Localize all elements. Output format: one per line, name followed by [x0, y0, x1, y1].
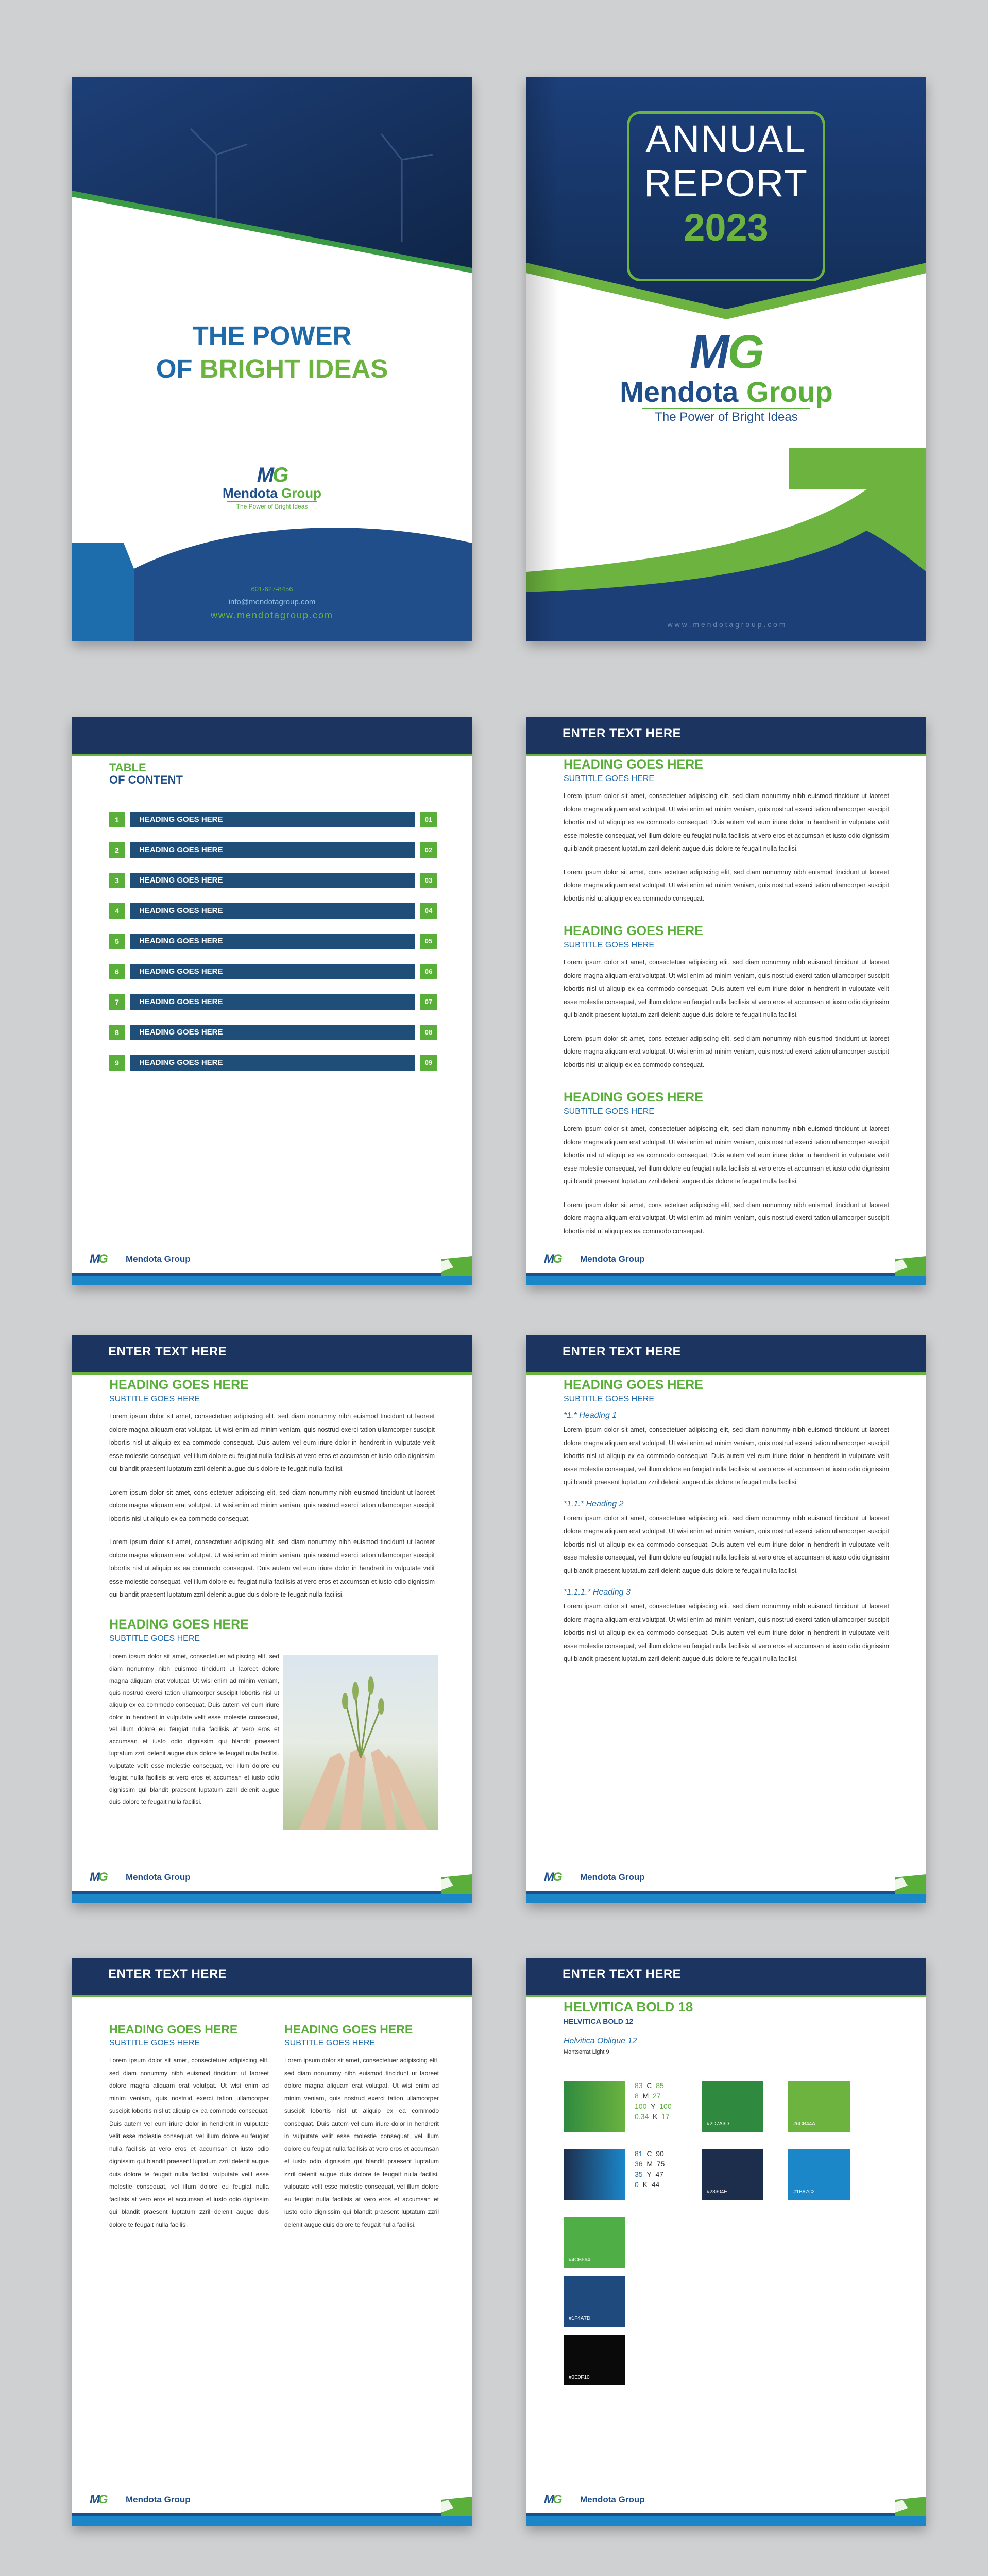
body-paragraph: Lorem ipsum dolor sit amet, cons ectetuer adipiscing elit, sed diam nonummy nibh euismod tincidunt ut laoreet dolore magna aliquam erat volutpat. Ut wisi enim ad minim veniam, quis nostrud exerci tation ullamcorper suscipit lobortis nisl ut aliquip ex ea commodo consequat.: [564, 1201, 889, 1235]
font-sample-h2: HELVITICA BOLD 12: [564, 2017, 634, 2025]
toc-item-number: 5: [109, 934, 125, 949]
cmyk-k: 0: [635, 2180, 639, 2189]
footer-logo-g: G: [98, 2493, 107, 2506]
page-header-accent: [526, 754, 926, 756]
swatch-label: #0E0F10: [569, 2375, 590, 2380]
cmyk-label: M: [642, 2092, 649, 2100]
footer-logo-m: M: [90, 1252, 98, 1266]
annual-report-year: 2023: [684, 206, 769, 249]
body-paragraph: Lorem ipsum dolor sit amet, consectetuer adipiscing elit, sed diam nonummy nibh euismod tincidunt ut laoreet dolore magna aliquam erat volutpat. Ut wisi enim ad minim veniam, quis nostrud exerci tation ullamcorper suscipit lobortis nisl ut aliquip ex ea commodo consequat. Duis autem vel eum iriure dolor in hendrerit in vulputate velit esse molestie consequat, vel illum dolore eu feugiat nulla facilisis at vero eros et accumsan et iusto odio dignissim qui blandit praesent luptatum zzril delenit augue duis dolore te feugait nulla facilisi.: [564, 1603, 889, 1663]
body-paragraph: Lorem ipsum dolor sit amet, consectetuer adipiscing elit, sed diam nonummy nibh euismod tincidunt ut laoreet dolore magna aliquam erat volutpat. Ut wisi enim ad minim veniam, quis nostrud exerci tation ullamcorper suscipit lobortis nisl ut aliquip ex ea commodo consequat. Duis autem vel eum iriure dolor in hendrerit in vulputate velit esse molestie consequat, vel illum dolore eu feugiat nulla facilisis at vero eros et accumsan et iusto odio dignissim qui blandit praesent luptatum zzril delenit augue duis dolore te feugait nulla facilisi.: [564, 1125, 889, 1185]
toc-item-page: 01: [420, 812, 437, 827]
toc-item-label: HEADING GOES HERE: [130, 994, 415, 1010]
logo-g: G: [272, 464, 287, 486]
cmyk-c2: 85: [656, 2081, 664, 2090]
footer-logo-mark: [544, 1252, 561, 1266]
text-content: [564, 1378, 889, 1676]
toc-item-label: HEADING GOES HERE: [130, 903, 415, 919]
cmyk-label: Y: [646, 2170, 652, 2178]
gradient-swatch-blue: [564, 2149, 625, 2200]
toc-item-label: HEADING GOES HERE: [130, 934, 415, 949]
page-header-accent: [72, 754, 472, 756]
cover-title-line2b: BRIGHT IDEAS: [199, 354, 388, 383]
text-image-page: [72, 1335, 472, 1903]
footer-company-name: Mendota Group: [580, 1872, 645, 1882]
footer-logo-g: G: [98, 1252, 107, 1266]
cmyk-y: 35: [635, 2170, 643, 2178]
cmyk-m: 36: [635, 2160, 643, 2168]
toc-item-label: HEADING GOES HERE: [130, 1025, 415, 1040]
swatch-label: #23304E: [707, 2189, 728, 2195]
toc-item-number: 2: [109, 842, 125, 858]
body-paragraph: Lorem ipsum dolor sit amet, consectetuer adipiscing elit, sed diam nonummy nibh euismod tincidunt ut laoreet dolore magna aliquam erat volutpat. Ut wisi enim ad minim veniam, quis nostrud exerci tation ullamcorper suscipit lobortis nisl ut aliquip ex ea commodo consequat. Duis autem vel eum iriure dolor in hendrerit in vulputate velit esse molestie consequat, vel illum dolore eu feugiat nulla facilisis at vero eros et accumsan et iusto odio dignissim qui blandit praesent luptatum zzril delenit augue duis dolore te feugait nulla facilisi.: [109, 1538, 435, 1598]
page-header-band: [526, 1958, 926, 1995]
body-paragraph: Lorem ipsum dolor sit amet, cons ectetuer adipiscing elit, sed diam nonummy nibh euismod tincidunt ut laoreet dolore magna aliquam erat volutpat. Ut wisi enim ad minim veniam, quis nostrud exerci tation ullamcorper suscipit lobortis nisl ut aliquip ex ea commodo consequat.: [109, 1488, 435, 1522]
page-header-text: ENTER TEXT HERE: [108, 1345, 227, 1359]
front-logo-tagline: The Power of Bright Ideas: [642, 408, 810, 426]
toc-item-page: 09: [420, 1055, 437, 1071]
section-heading: HEADING GOES HERE: [564, 924, 703, 938]
footer-company-name: Mendota Group: [126, 1872, 191, 1882]
toc-item-page: 06: [420, 964, 437, 979]
color-swatch: [788, 2149, 850, 2200]
page-header-accent: [526, 1995, 926, 1997]
page-header-accent: [526, 1372, 926, 1375]
page-header-band: [72, 717, 472, 754]
cmyk-c: 81: [635, 2149, 643, 2158]
cmyk-m2: 27: [653, 2092, 661, 2100]
toc-item[interactable]: [109, 994, 437, 1010]
cover-phone: 601-627-8456: [251, 585, 293, 593]
cover-front-page: [526, 77, 926, 641]
footer-company-name: Mendota Group: [580, 2495, 645, 2504]
footer-company-name: Mendota Group: [580, 1254, 645, 1264]
toc-item-label: HEADING GOES HERE: [130, 1055, 415, 1071]
toc-item-label: HEADING GOES HERE: [130, 842, 415, 858]
page-header-text: ENTER TEXT HERE: [563, 726, 682, 740]
swatch-label: #6CB44A: [793, 2121, 815, 2127]
toc-item-number: 8: [109, 1025, 125, 1040]
cmyk-y2: 47: [655, 2170, 664, 2178]
body-paragraph: Lorem ipsum dolor sit amet, consectetuer adipiscing elit, sed diam nonummy nibh euismod tincidunt ut laoreet dolore magna aliquam erat volutpat. Ut wisi enim ad minim veniam, quis nostrud exerci tation ullamcorper suscipit lobortis nisl ut aliquip ex ea commodo consequat. Duis autem vel eum iriure dolor in hendrerit in vulputate velit esse molestie consequat, vel illum dolore eu feugiat nulla facilisis at vero eros et accumsan et iusto odio dignissim qui blandit praesent luptatum zzril delenit augue duis dolore te feugait nulla facilisi.: [564, 1514, 889, 1574]
toc-title: [109, 761, 183, 786]
toc-item-number: 3: [109, 873, 125, 888]
sub-heading-2: *1.1.* Heading 2: [564, 1499, 624, 1509]
toc-item-page: 05: [420, 934, 437, 949]
cmyk-y: 100: [635, 2102, 647, 2110]
footer-logo-mark: [544, 2493, 561, 2507]
body-paragraph: Lorem ipsum dolor sit amet, consectetuer adipiscing elit, sed diam nonummy nibh euismod tincidunt ut laoreet dolore magna aliquam erat volutpat. Ut wisi enim ad minim veniam, quis nostrud exerci tation ullamcorper suscipit lobortis nisl ut aliquip ex ea commodo consequat. Duis autem vel eum iriure dolor in hendrerit in vulputate velit esse molestie consequat, vel illum dolore eu feugiat nulla facilisis at vero eros et accumsan et iusto odio dignissim qui blandit praesent luptatum zzril delenit augue duis dolore te feugait nulla facilisi. vulputate velit esse molestie consequat, vel illum dolore eu feugiat nulla facilisis at vero eros et accumsan et iusto odio dignissim qui blandit praesent luptatum zzril delenit augue duis dolore te feugait nulla facilisi.: [109, 2057, 269, 2228]
toc-item-page: 03: [420, 873, 437, 888]
color-swatch: [564, 2335, 625, 2385]
annual-report-line1: ANNUAL: [645, 117, 807, 160]
body-paragraph: Lorem ipsum dolor sit amet, consectetuer adipiscing elit, sed diam nonummy nibh euismod tincidunt ut laoreet dolore magna aliquam erat volutpat. Ut wisi enim ad minim veniam, quis nostrud exerci tation ullamcorper suscipit lobortis nisl ut aliquip ex ea commodo consequat. Duis autem vel eum iriure dolor in hendrerit in vulputate velit esse molestie consequat, vel illum dolore eu feugiat nulla facilisis at vero eros et accumsan et iusto odio dignissim qui blandit praesent luptatum zzril delenit augue duis dolore te feugait nulla facilisi. vulputate velit esse molestie consequat, vel illum dolore eu feugiat nulla facilisis at vero eros et accumsan et iusto odio dignissim qui blandit praesent luptatum zzril delenit augue duis dolore te feugait nulla facilisi.: [109, 1653, 279, 1805]
section-heading: HEADING GOES HERE: [109, 1378, 249, 1392]
toc-item-page: 02: [420, 842, 437, 858]
cmyk-m2: 75: [656, 2160, 665, 2168]
logo-tagline: The Power of Bright Ideas: [227, 501, 317, 511]
section-subtitle: SUBTITLE GOES HERE: [564, 1107, 655, 1116]
body-paragraph: Lorem ipsum dolor sit amet, consectetuer adipiscing elit, sed diam nonummy nibh euismod tincidunt ut laoreet dolore magna aliquam erat volutpat. Ut wisi enim ad minim veniam, quis nostrud exerci tation ullamcorper suscipit lobortis nisl ut aliquip ex ea commodo consequat. Duis autem vel eum iriure dolor in hendrerit in vulputate velit esse molestie consequat, vel illum dolore eu feugiat nulla facilisis at vero eros et accumsan et iusto odio dignissim qui blandit praesent luptatum zzril delenit augue duis dolore te feugait nulla facilisi. vulputate velit esse molestie consequat, vel illum dolore eu feugiat nulla facilisis at vero eros et accumsan et iusto odio dignissim qui blandit praesent luptatum zzril delenit augue duis dolore te feugait nulla facilisi.: [284, 2057, 439, 2228]
cmyk-k: 0.34: [635, 2112, 649, 2121]
font-sample-h4: Montserrat Light 9: [564, 2049, 609, 2055]
gradient-swatch-green: [564, 2081, 625, 2132]
section-subtitle: SUBTITLE GOES HERE: [564, 1395, 655, 1403]
footer-logo-g: G: [553, 2493, 561, 2506]
team-hands-photo: [283, 1655, 438, 1830]
page-header-band: [526, 1335, 926, 1372]
logo-name-a: Mendota: [222, 485, 278, 501]
toc-item-number: 4: [109, 903, 125, 919]
footer-logo-m: M: [544, 1252, 553, 1266]
toc-item[interactable]: [109, 873, 437, 888]
left-column: [109, 2023, 269, 2241]
footer-logo-g: G: [553, 1870, 561, 1884]
section-subtitle: SUBTITLE GOES HERE: [564, 941, 655, 950]
footer-company-name: Mendota Group: [126, 1254, 191, 1264]
body-paragraph: Lorem ipsum dolor sit amet, cons ectetuer adipiscing elit, sed diam nonummy nibh euismod tincidunt ut laoreet dolore magna aliquam erat volutpat. Ut wisi enim ad minim veniam, quis nostrud exerci tation ullamcorper suscipit lobortis nisl ut aliquip ex ea commodo consequat.: [564, 1035, 889, 1069]
two-column-page: [72, 1958, 472, 2526]
body-paragraph: Lorem ipsum dolor sit amet, consectetuer adipiscing elit, sed diam nonummy nibh euismod tincidunt ut laoreet dolore magna aliquam erat volutpat. Ut wisi enim ad minim veniam, quis nostrud exerci tation ullamcorper suscipit lobortis nisl ut aliquip ex ea commodo consequat. Duis autem vel eum iriure dolor in hendrerit in vulputate velit esse molestie consequat, vel illum dolore eu feugiat nulla facilisis at vero eros et accumsan et iusto odio dignissim qui blandit praesent luptatum zzril delenit augue duis dolore te feugait nulla facilisi.: [109, 1413, 435, 1472]
annual-report-line2: REPORT: [643, 162, 809, 205]
page-header-band: [526, 717, 926, 754]
toc-item-page: 08: [420, 1025, 437, 1040]
logo-name-b: Group: [281, 485, 322, 501]
cmyk-label: K: [653, 2112, 658, 2121]
toc-item-label: HEADING GOES HERE: [130, 812, 415, 827]
toc-item[interactable]: [109, 1025, 437, 1040]
color-swatch: [564, 2217, 625, 2268]
footer-logo-mark: [544, 1870, 561, 1885]
front-logo-g: G: [727, 326, 763, 378]
annual-report-title-box: [627, 111, 825, 281]
page-header-accent: [72, 1995, 472, 1997]
cover-back-page: [72, 77, 472, 641]
cover-email: info@mendotagroup.com: [228, 598, 316, 606]
footer-logo-mark: [90, 2493, 107, 2507]
text-content: [564, 757, 889, 1248]
footer-logo-mark: [90, 1870, 107, 1885]
footer-logo-m: M: [90, 2493, 98, 2506]
page-header-accent: [72, 1372, 472, 1375]
cmyk-values-blue: [635, 2148, 665, 2190]
typography-samples: [564, 1999, 693, 2055]
toc-item[interactable]: [109, 934, 437, 949]
cover-title-line2a: OF: [156, 354, 193, 383]
cmyk-y2: 100: [659, 2102, 672, 2110]
body-paragraph: Lorem ipsum dolor sit amet, consectetuer adipiscing elit, sed diam nonummy nibh euismod tincidunt ut laoreet dolore magna aliquam erat volutpat. Ut wisi enim ad minim veniam, quis nostrud exerci tation ullamcorper suscipit lobortis nisl ut aliquip ex ea commodo consequat. Duis autem vel eum iriure dolor in hendrerit in vulputate velit esse molestie consequat, vel illum dolore eu feugiat nulla facilisis at vero eros et accumsan et iusto odio dignissim qui blandit praesent luptatum zzril delenit augue duis dolore te feugait nulla facilisi.: [564, 1426, 889, 1486]
color-swatch: [788, 2081, 850, 2132]
section-subtitle: SUBTITLE GOES HERE: [284, 2039, 376, 2047]
toc-item-number: 7: [109, 994, 125, 1010]
section-heading: HEADING GOES HERE: [564, 757, 703, 772]
cmyk-label: Y: [651, 2102, 656, 2110]
text-page-2: [526, 1335, 926, 1903]
toc-item[interactable]: [109, 1055, 437, 1071]
cover-website: www.mendotagroup.com: [210, 610, 334, 620]
section-heading: HEADING GOES HERE: [284, 2023, 413, 2036]
front-logo-m: M: [689, 326, 728, 378]
toc-item-number: 9: [109, 1055, 125, 1071]
color-swatch: [702, 2081, 763, 2132]
toc-item-label: HEADING GOES HERE: [130, 964, 415, 979]
logo-m: M: [257, 464, 273, 486]
cmyk-label: K: [642, 2180, 648, 2189]
section-heading: HEADING GOES HERE: [109, 1617, 249, 1632]
cmyk-label: C: [646, 2149, 652, 2158]
section-subtitle: SUBTITLE GOES HERE: [109, 1395, 200, 1403]
cover-title: [72, 319, 472, 385]
footer-logo-m: M: [90, 1870, 98, 1884]
sub-heading-1: *1.* Heading 1: [564, 1411, 617, 1420]
sub-heading-3: *1.1.1.* Heading 3: [564, 1588, 631, 1597]
cover-footer-graphic: [72, 507, 472, 641]
body-paragraph: Lorem ipsum dolor sit amet, consectetuer adipiscing elit, sed diam nonummy nibh euismod tincidunt ut laoreet dolore magna aliquam erat volutpat. Ut wisi enim ad minim veniam, quis nostrud exerci tation ullamcorper suscipit lobortis nisl ut aliquip ex ea commodo consequat. Duis autem vel eum iriure dolor in hendrerit in vulputate velit esse molestie consequat, vel illum dolore eu feugiat nulla facilisis at vero eros et accumsan et iusto odio dignissim qui blandit praesent luptatum zzril delenit augue duis dolore te feugait nulla facilisi.: [564, 792, 889, 852]
section-heading: HEADING GOES HERE: [564, 1090, 703, 1105]
toc-item-number: 6: [109, 964, 125, 979]
color-swatch: [564, 2276, 625, 2327]
toc-item-label: HEADING GOES HERE: [130, 873, 415, 888]
section-subtitle: SUBTITLE GOES HERE: [564, 774, 655, 783]
page-header-text: ENTER TEXT HERE: [108, 1967, 227, 1981]
cover-logo: [72, 465, 472, 511]
section-subtitle: SUBTITLE GOES HERE: [109, 1634, 200, 1643]
cmyk-m: 8: [635, 2092, 639, 2100]
toc-item[interactable]: [109, 812, 437, 827]
toc-item-page: 07: [420, 994, 437, 1010]
column-text: [109, 1651, 279, 1819]
footer-logo-mark: [90, 1252, 107, 1266]
toc-title-line2: OF CONTENT: [109, 773, 183, 786]
toc-item[interactable]: [109, 903, 437, 919]
footer-logo-m: M: [544, 2493, 553, 2506]
body-paragraph: Lorem ipsum dolor sit amet, consectetuer adipiscing elit, sed diam nonummy nibh euismod tincidunt ut laoreet dolore magna aliquam erat volutpat. Ut wisi enim ad minim veniam, quis nostrud exerci tation ullamcorper suscipit lobortis nisl ut aliquip ex ea commodo consequat. Duis autem vel eum iriure dolor in hendrerit in vulputate velit esse molestie consequat, vel illum dolore eu feugiat nulla facilisis at vero eros et accumsan et iusto odio dignissim qui blandit praesent luptatum zzril delenit augue duis dolore te feugait nulla facilisi.: [564, 959, 889, 1019]
front-website: w w w . m e n d o t a g r o u p . c o m: [667, 620, 786, 629]
text-content: [109, 1378, 435, 1650]
style-guide-page: [526, 1958, 926, 2526]
cmyk-c: 83: [635, 2081, 643, 2090]
section-subtitle: SUBTITLE GOES HERE: [109, 2039, 200, 2047]
footer-logo-g: G: [553, 1252, 561, 1266]
text-page-1: [526, 717, 926, 1285]
front-logo-name-b: Group: [746, 376, 833, 408]
swatch-label: #1B87C2: [793, 2189, 815, 2195]
swatch-label: #2D7A3D: [707, 2121, 729, 2127]
swatch-label: #1F4A7D: [569, 2316, 591, 2321]
cmyk-label: C: [646, 2081, 652, 2090]
toc-item[interactable]: [109, 964, 437, 979]
section-heading: HEADING GOES HERE: [109, 2023, 238, 2036]
cmyk-k2: 17: [661, 2112, 670, 2121]
font-sample-h3: Helvitica Oblique 12: [564, 2037, 637, 2045]
font-sample-h1: HELVITICA BOLD 18: [564, 1999, 693, 2014]
page-header-band: [72, 1958, 472, 1995]
toc-item-page: 04: [420, 903, 437, 919]
cover-front-logo: [526, 328, 926, 426]
toc-title-line1: TABLE: [109, 761, 146, 774]
cover-header-graphic: [72, 77, 472, 273]
cmyk-k2: 44: [651, 2180, 660, 2189]
cmyk-c2: 90: [656, 2149, 664, 2158]
page-header-band: [72, 1335, 472, 1372]
toc-item-number: 1: [109, 812, 125, 827]
cmyk-label: M: [646, 2160, 653, 2168]
front-logo-name-a: Mendota: [620, 376, 739, 408]
cover-title-line1: THE POWER: [192, 321, 352, 350]
section-heading: HEADING GOES HERE: [564, 1378, 703, 1392]
footer-logo-g: G: [98, 1870, 107, 1884]
footer-company-name: Mendota Group: [126, 2495, 191, 2504]
page-header-text: ENTER TEXT HERE: [563, 1345, 682, 1359]
swatch-label: #4CB564: [569, 2257, 590, 2263]
color-swatch: [702, 2149, 763, 2200]
right-column: [284, 2023, 439, 2241]
footer-logo-m: M: [544, 1870, 553, 1884]
body-paragraph: Lorem ipsum dolor sit amet, cons ectetuer adipiscing elit, sed diam nonummy nibh euismod tincidunt ut laoreet dolore magna aliquam erat volutpat. Ut wisi enim ad minim veniam, quis nostrud exerci tation ullamcorper suscipit lobortis nisl ut aliquip ex ea commodo consequat.: [564, 868, 889, 902]
page-header-text: ENTER TEXT HERE: [563, 1967, 682, 1981]
cmyk-values-green: [635, 2080, 672, 2122]
toc-page: [72, 717, 472, 1285]
toc-item[interactable]: [109, 842, 437, 858]
